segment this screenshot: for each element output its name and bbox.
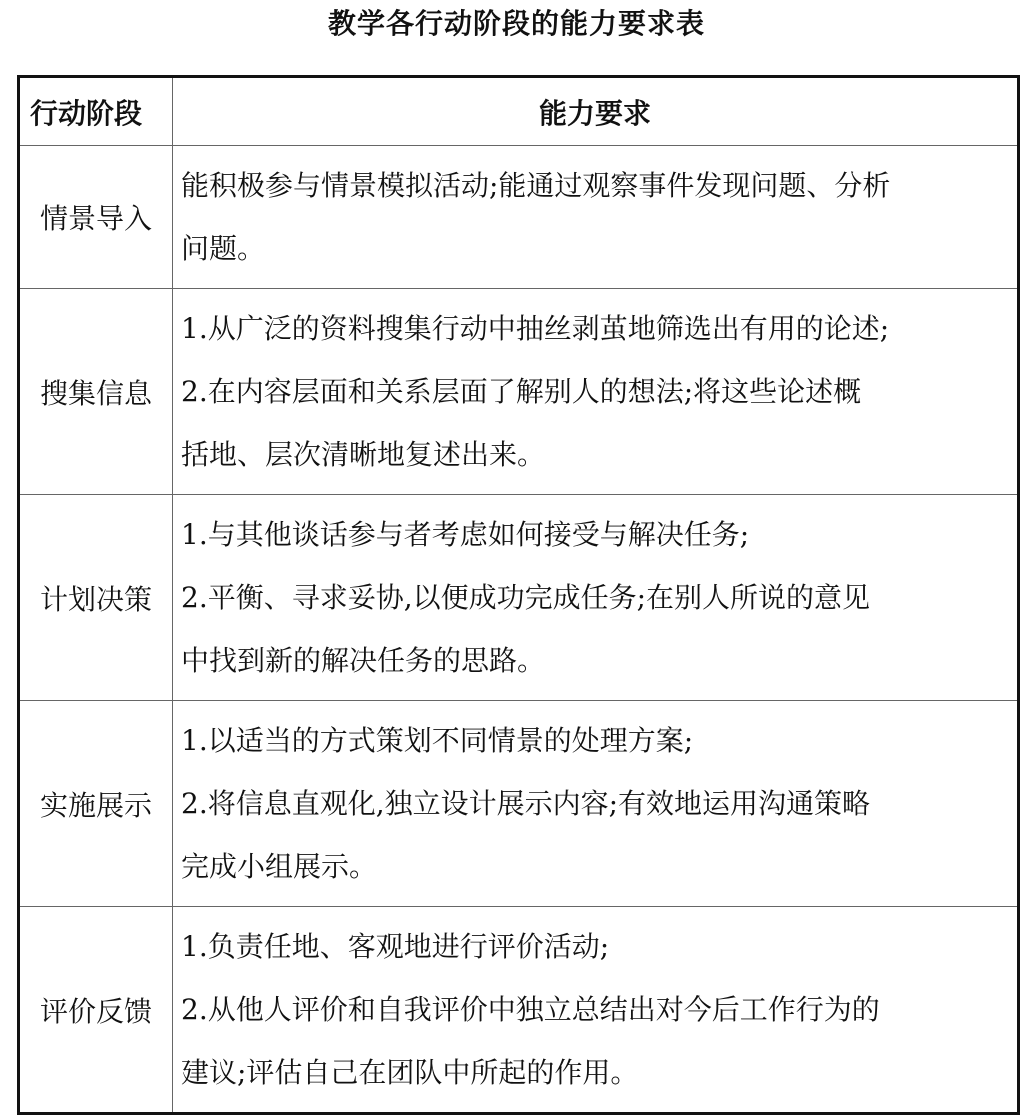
table-row bbox=[19, 289, 1019, 495]
requirement-line: 问题。 bbox=[181, 232, 266, 265]
requirement-line: 1.与其他谈话参与者考虑如何接受与解决任务; bbox=[181, 518, 750, 551]
requirement-line: 1.从广泛的资料搜集行动中抽丝剥茧地筛选出有用的论述; bbox=[181, 312, 890, 345]
stage-cell: 情景导入 bbox=[19, 146, 173, 289]
requirement-line: 能积极参与情景模拟活动;能通过观察事件发现问题、分析 bbox=[181, 169, 891, 202]
stage-cell: 评价反馈 bbox=[19, 907, 173, 1114]
table-title: 教学各行动阶段的能力要求表 bbox=[327, 7, 705, 40]
ability-requirements-table bbox=[17, 75, 1020, 1115]
requirement-line: 2.将信息直观化,独立设计展示内容;有效地运用沟通策略 bbox=[181, 787, 871, 820]
requirement-cell bbox=[173, 701, 1019, 907]
header-row bbox=[19, 77, 1019, 146]
table-row bbox=[19, 907, 1019, 1114]
requirement-line: 完成小组展示。 bbox=[181, 850, 378, 883]
table-row bbox=[19, 701, 1019, 907]
requirement-line: 1.以适当的方式策划不同情景的处理方案; bbox=[181, 724, 694, 757]
requirement-cell bbox=[173, 907, 1019, 1114]
table-row bbox=[19, 146, 1019, 289]
requirement-cell bbox=[173, 146, 1019, 289]
stage-cell: 计划决策 bbox=[19, 495, 173, 701]
requirement-line: 2.在内容层面和关系层面了解别人的想法;将这些论述概 bbox=[181, 375, 862, 408]
table-row bbox=[19, 495, 1019, 701]
requirement-cell bbox=[173, 495, 1019, 701]
requirement-cell bbox=[173, 289, 1019, 495]
requirement-line: 2.从他人评价和自我评价中独立总结出对今后工作行为的 bbox=[181, 993, 880, 1026]
header-requirements: 能力要求 bbox=[173, 77, 1019, 146]
requirement-line: 1.负责任地、客观地进行评价活动; bbox=[181, 930, 610, 963]
stage-cell: 实施展示 bbox=[19, 701, 173, 907]
header-stage: 行动阶段 bbox=[19, 77, 173, 146]
requirement-line: 括地、层次清晰地复述出来。 bbox=[181, 438, 546, 471]
stage-cell: 搜集信息 bbox=[19, 289, 173, 495]
requirement-line: 建议;评估自己在团队中所起的作用。 bbox=[181, 1056, 639, 1089]
requirement-line: 2.平衡、寻求妥协,以便成功完成任务;在别人所说的意见 bbox=[181, 581, 871, 614]
requirement-line: 中找到新的解决任务的思路。 bbox=[181, 644, 546, 677]
